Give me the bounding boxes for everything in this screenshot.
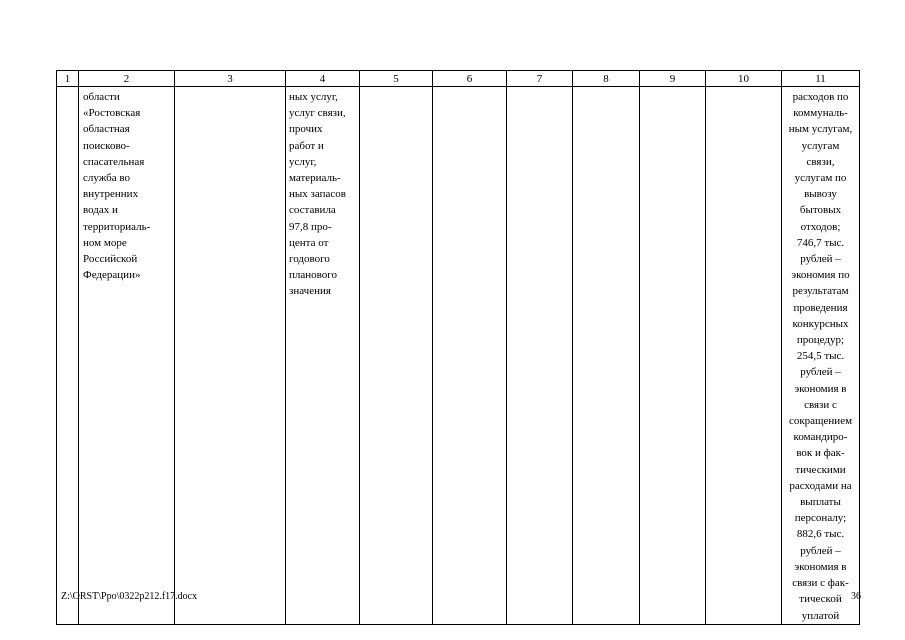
cell-text-line: экономия в <box>794 560 847 573</box>
cell-text-line: связи, <box>806 155 835 168</box>
cell-text-line: 97,8 про- <box>289 220 332 233</box>
cell-text-line: рублей – <box>800 544 841 557</box>
table-cell-col-7 <box>507 87 573 625</box>
cell-text-line: уплатой <box>801 609 840 622</box>
cell-text-line: составила <box>289 204 336 217</box>
column-header-5: 5 <box>360 71 433 87</box>
cell-text-line: внутренних <box>83 188 139 201</box>
cell-text-line: коммуналь- <box>793 107 848 120</box>
table-cell-col-9 <box>640 87 706 625</box>
column-header-7: 7 <box>507 71 573 87</box>
cell-text-line: экономия в <box>794 382 847 395</box>
table-cell-col-2 <box>79 87 175 625</box>
cell-text-line: экономия по <box>791 269 850 282</box>
table-cell-col-3 <box>175 87 286 625</box>
table-cell-col-5 <box>360 87 433 625</box>
column-header-1: 1 <box>57 71 79 87</box>
table-cell-col-11 <box>782 87 860 625</box>
cell-text-line: персоналу; <box>794 512 847 525</box>
cell-text-line: услугам по <box>794 172 847 185</box>
cell-text-line: услуг, <box>289 155 317 168</box>
cell-text-line: ных услуг, <box>289 91 338 103</box>
table-header-row <box>57 71 860 87</box>
cell-text-line: территориаль- <box>83 220 151 233</box>
cell-text-line: цента от <box>289 236 329 249</box>
column-header-10: 10 <box>706 71 782 87</box>
column-header-11: 11 <box>782 71 860 87</box>
cell-text-line: вок и фак- <box>796 447 845 460</box>
cell-text-line: тической <box>799 593 842 606</box>
cell-text-line: расходов по <box>792 91 849 103</box>
cell-text-line: результатам <box>792 285 849 298</box>
cell-text-line: материаль- <box>289 172 341 185</box>
cell-text-line: проведения <box>793 301 848 314</box>
cell-text-line: водах и <box>83 204 118 217</box>
table-row <box>57 87 860 625</box>
cell-text-line: выплаты <box>800 496 841 509</box>
column-header-2: 2 <box>79 71 175 87</box>
table-cell-col-6 <box>433 87 507 625</box>
cell-text-line: 746,7 тыс. <box>796 236 845 249</box>
column-header-9: 9 <box>640 71 706 87</box>
cell-text-line: служба во <box>83 172 131 185</box>
cell-text-line: услуг связи, <box>289 107 346 120</box>
cell-text-line: Российской <box>83 253 138 266</box>
cell-text-line: планового <box>289 269 338 282</box>
cell-text-line: вывозу <box>804 188 837 201</box>
cell-text-line: конкурсных <box>792 317 849 330</box>
table-cell-col-8 <box>573 87 640 625</box>
cell-text-line: прочих <box>289 123 323 136</box>
cell-text-line: «Ростовская <box>83 107 141 120</box>
column-header-4: 4 <box>286 71 360 87</box>
cell-text-line: ным услугам, <box>788 123 853 136</box>
cell-text-line: 254,5 тыс. <box>796 350 845 363</box>
page-number: 36 <box>851 591 861 602</box>
cell-text-line: расходами на <box>789 479 852 492</box>
cell-text-line: значения <box>289 285 331 298</box>
cell-text-line: бытовых <box>799 204 842 217</box>
cell-text-line: спасательная <box>83 155 145 168</box>
cell-text-line: ных запасов <box>289 188 346 201</box>
cell-text-line: годового <box>289 253 330 266</box>
cell-text-line: 882,6 тыс. <box>796 528 845 541</box>
cell-text-line: тическими <box>795 463 846 476</box>
table-cell-col-4 <box>286 87 360 625</box>
cell-text-line: процедур; <box>796 334 845 347</box>
column-header-6: 6 <box>433 71 507 87</box>
footer-file-path: Z:\ORST\Ppo\0322p212.f17.docx <box>61 591 198 602</box>
column-header-8: 8 <box>573 71 640 87</box>
cell-text-line: связи с <box>804 398 837 411</box>
cell-text-line: связи с фак- <box>792 577 849 590</box>
table-cell-col-1 <box>57 87 79 625</box>
cell-text-line: областная <box>83 123 130 136</box>
report-table <box>56 70 860 625</box>
cell-text-line: отходов; <box>800 220 841 233</box>
table-cell-col-10 <box>706 87 782 625</box>
column-header-3: 3 <box>175 71 286 87</box>
cell-text-line: работ и <box>289 139 324 152</box>
cell-text-line: Федерации» <box>83 269 141 282</box>
cell-text-line: области <box>83 91 120 103</box>
cell-text-line: ном море <box>83 236 127 249</box>
cell-text-line: командиро- <box>793 431 848 444</box>
cell-text-line: сокращением <box>788 415 853 428</box>
cell-text-line: услугам <box>801 139 840 152</box>
cell-text-line: рублей – <box>800 253 841 266</box>
cell-text-line: поисково- <box>83 139 130 152</box>
cell-text-line: рублей – <box>800 366 841 379</box>
